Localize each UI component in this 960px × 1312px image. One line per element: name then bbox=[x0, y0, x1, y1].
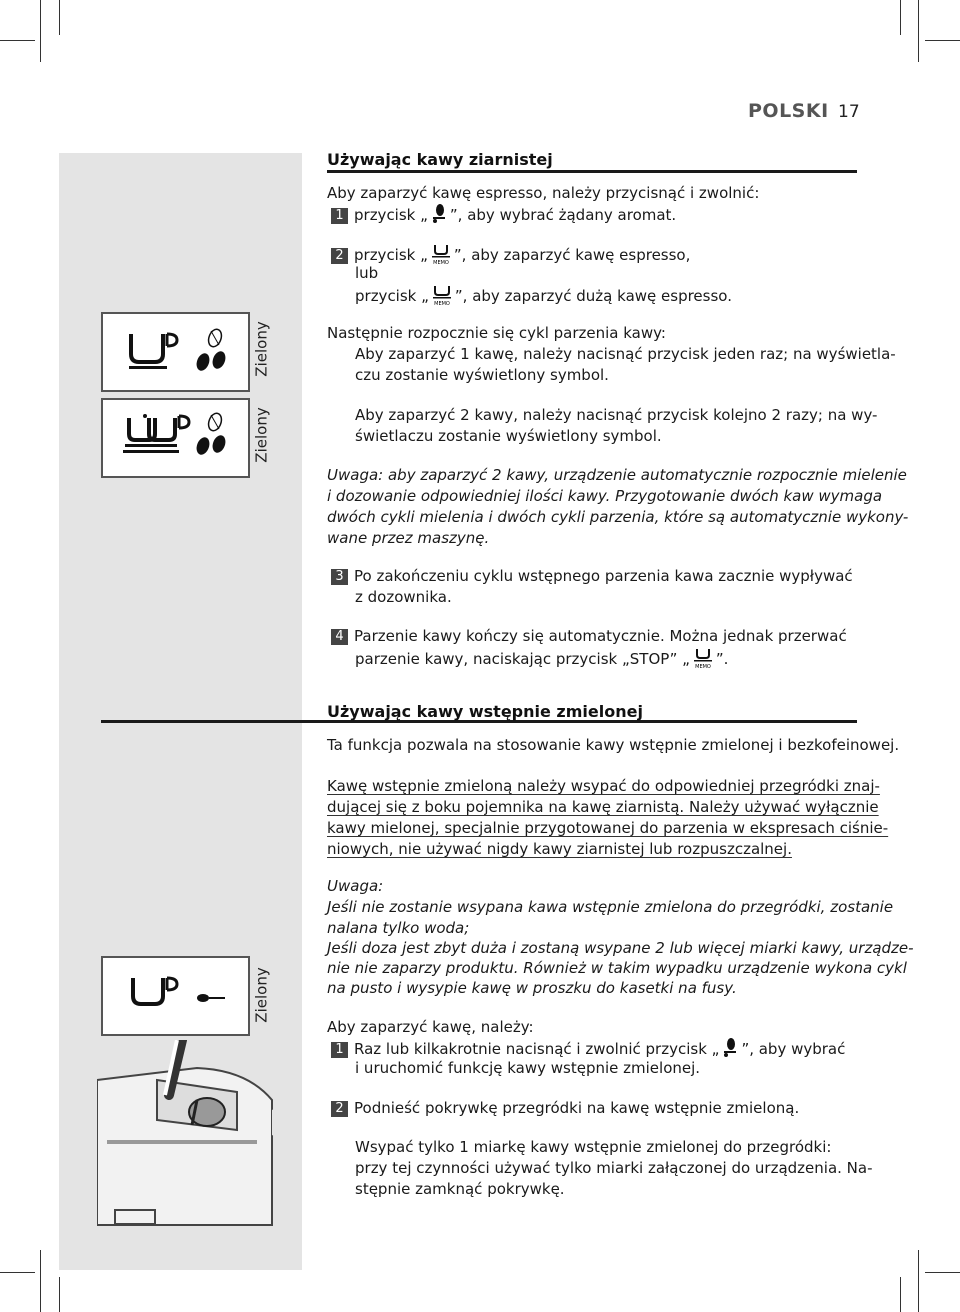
note-text: dwóch cykli mielenia i dwóch cykli parzenia, które są automatycznie wykony- bbox=[327, 508, 909, 526]
intro-text: Aby zaparzyć kawę espresso, należy przycisnąć i zwolnić: bbox=[327, 184, 760, 202]
step-4-cont: parzenie kawy, naciskając przycisk „STOP” „ MEMO ”. bbox=[355, 647, 728, 670]
note-text: nie nie zaparzy produktu. Również w takim wypadku urządzenie wykona cykl bbox=[327, 959, 907, 977]
step-number: 1 bbox=[331, 1042, 348, 1058]
step-4: 4 Parzenie kawy kończy się automatycznie. Można jednak przerwać bbox=[331, 626, 847, 647]
cycle-text: Następnie rozpocznie się cykl parzenia kawy: bbox=[327, 324, 666, 342]
display-two-cups bbox=[101, 398, 250, 478]
display-color-label: Zielony bbox=[253, 321, 271, 377]
step-number: 1 bbox=[331, 208, 348, 224]
step-number: 3 bbox=[331, 569, 348, 585]
step-number: 2 bbox=[331, 1101, 348, 1117]
large-espresso-button-icon bbox=[430, 284, 454, 306]
note-title: Uwaga: bbox=[327, 877, 384, 895]
crop-mark bbox=[918, 1250, 919, 1312]
display-color-label: Zielony bbox=[253, 967, 271, 1023]
crop-mark bbox=[0, 40, 35, 41]
note-text: Uwaga: aby zaparzyć 2 kawy, urządzenie automatycznie rozpocznie mielenie bbox=[327, 466, 907, 484]
warning-text: dującej się z boku pojemnika na kawę ziarnistą. Należy używać wyłącznie bbox=[327, 798, 879, 816]
crop-mark bbox=[40, 0, 41, 62]
aroma-button-icon bbox=[429, 203, 449, 225]
warning-text: Kawę wstępnie zmieloną należy wsypać do odpowiedniej przegródki znaj- bbox=[327, 777, 880, 795]
crop-mark bbox=[59, 0, 60, 35]
intro-text: Ta funkcja pozwala na stosowanie kawy wstępnie zmielonej i bezkofeinowej. bbox=[327, 736, 900, 754]
crop-mark bbox=[0, 1272, 35, 1273]
or-text: lub bbox=[355, 264, 379, 282]
section-rule bbox=[327, 170, 857, 173]
pre-ground-icon bbox=[103, 958, 248, 1034]
warning-text: niowych, nie używać nigdy kawy ziarnistej lub rozpuszczalnej. bbox=[327, 840, 792, 858]
display-color-label: Zielony bbox=[253, 407, 271, 463]
memo-label: MEMO bbox=[434, 301, 450, 306]
section-title: Używając kawy wstępnie zmielonej bbox=[327, 702, 643, 721]
crop-mark bbox=[925, 1272, 960, 1273]
step-3: 3 Po zakończeniu cyklu wstępnego parzenia kawa zacznie wypływać bbox=[331, 566, 853, 587]
display-one-cup bbox=[101, 312, 250, 392]
stop-button-icon bbox=[691, 647, 715, 669]
step-3-cont: z dozownika. bbox=[355, 588, 452, 606]
note-text: wane przez maszynę. bbox=[327, 529, 490, 547]
memo-label: MEMO bbox=[433, 260, 449, 265]
crop-mark bbox=[900, 1277, 901, 1312]
pour-text: Wsypać tylko 1 miarkę kawy wstępnie zmielonej do przegródki: bbox=[355, 1138, 832, 1156]
page-number: 17 bbox=[838, 102, 860, 122]
howto-text: Aby zaparzyć kawę, należy: bbox=[327, 1018, 534, 1036]
step-1: 1 przycisk „ ”, aby wybrać żądany aromat. bbox=[331, 203, 676, 226]
section-title: Używając kawy ziarnistej bbox=[327, 150, 553, 169]
step-2-alt: przycisk „ MEMO ”, aby zaparzyć dużą kawę espresso. bbox=[355, 284, 732, 307]
crop-mark bbox=[900, 0, 901, 35]
two-cups-text: świetlaczu zostanie wyświetlony symbol. bbox=[355, 427, 662, 445]
machine-illustration bbox=[97, 1040, 302, 1230]
one-cup-aroma-icon bbox=[103, 314, 248, 390]
step-2: 2 przycisk „ MEMO ”, aby zaparzyć kawę espresso, bbox=[331, 243, 690, 266]
crop-mark bbox=[59, 1277, 60, 1312]
two-cups-aroma-icon bbox=[103, 400, 248, 476]
cycle-text: Aby zaparzyć 1 kawę, należy nacisnąć przycisk jeden raz; na wyświetla- bbox=[355, 345, 896, 363]
two-cups-text: Aby zaparzyć 2 kawy, należy nacisnąć przycisk kolejno 2 razy; na wy- bbox=[355, 406, 878, 424]
note-text: nalana tylko woda; bbox=[327, 919, 470, 937]
pour-text: stępnie zamknąć pokrywkę. bbox=[355, 1180, 565, 1198]
step-number: 4 bbox=[331, 629, 348, 645]
aroma-button-icon bbox=[720, 1037, 740, 1059]
step-1-cont: i uruchomić funkcję kawy wstępnie zmielonej. bbox=[355, 1059, 701, 1077]
cycle-text: czu zostanie wyświetlony symbol. bbox=[355, 366, 609, 384]
crop-mark bbox=[918, 0, 919, 62]
note-text: Jeśli nie zostanie wsypana kawa wstępnie zmielona do przegródki, zostanie bbox=[327, 898, 894, 916]
note-text: na pusto i wysypie kawę w proszku do kasetki na fusy. bbox=[327, 979, 737, 997]
memo-label: MEMO bbox=[695, 664, 711, 669]
espresso-button-icon bbox=[429, 243, 453, 265]
warning-text: kawy mielonej, specjalnie przygotowanej do parzenia w ekspresach ciśnie- bbox=[327, 819, 889, 837]
crop-mark bbox=[40, 1250, 41, 1312]
display-pre-ground bbox=[101, 956, 250, 1036]
step-number: 2 bbox=[331, 248, 348, 264]
step-1: 1 Raz lub kilkakrotnie nacisnąć i zwolnić przycisk „ ”, aby wybrać bbox=[331, 1037, 845, 1060]
step-2: 2 Podnieść pokrywkę przegródki na kawę wstępnie zmieloną. bbox=[331, 1098, 799, 1119]
pour-text: przy tej czynności używać tylko miarki załączonej do urządzenia. Na- bbox=[355, 1159, 873, 1177]
note-text: i dozowanie odpowiedniej ilości kawy. Przygotowanie dwóch kaw wymaga bbox=[327, 487, 883, 505]
note-text: Jeśli doza jest zbyt duża i zostaną wsypane 2 lub więcej miarki kawy, urządze- bbox=[327, 939, 914, 957]
crop-mark bbox=[925, 40, 960, 41]
language-label: POLSKI bbox=[748, 100, 829, 122]
